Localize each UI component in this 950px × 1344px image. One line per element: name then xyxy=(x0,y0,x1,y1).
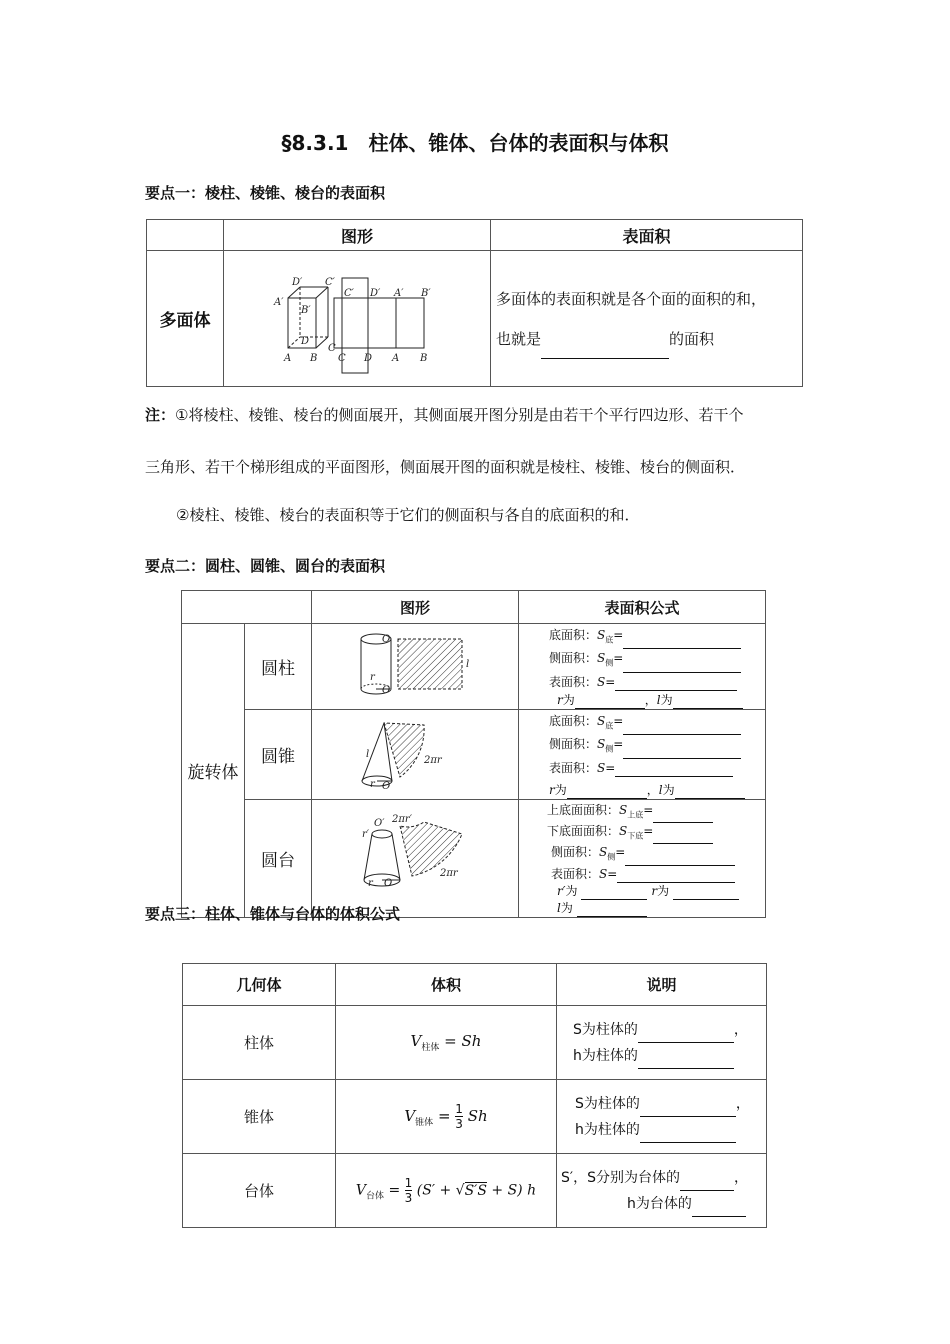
figure-header: 图形 xyxy=(224,220,491,251)
rotation-solid-label: 旋转体 xyxy=(182,624,245,918)
formula-line: 底面积：$S_底=$ xyxy=(549,712,765,735)
answer-blank[interactable] xyxy=(577,916,647,917)
answer-blank[interactable] xyxy=(673,708,743,709)
net-label: B xyxy=(310,353,318,364)
net-label: A′ xyxy=(274,297,284,308)
answer-blank[interactable] xyxy=(567,798,647,799)
fig-label: r′ xyxy=(362,829,370,841)
cone-formulas xyxy=(519,709,766,799)
net-label: A xyxy=(284,353,292,364)
frustum-label: 圆台 xyxy=(245,799,312,917)
answer-blank[interactable] xyxy=(615,776,733,777)
formula-line: 表面积：S= xyxy=(547,866,765,883)
frustum-formulas xyxy=(519,799,766,917)
fig-label: 2πr xyxy=(424,754,442,766)
section-heading-1: 要点一：棱柱、棱锥、棱台的表面积 xyxy=(145,184,386,202)
section-heading-3: 要点三：柱体、锥体与台体的体积公式 xyxy=(145,905,401,923)
note-text-1: ①将棱柱、棱锥、棱台的侧面展开，其侧面展开图分别是由若干个平行四边形、若干个 xyxy=(175,406,744,424)
formula-line: r为 ，l为 xyxy=(549,777,765,799)
desc-header: 说明 xyxy=(557,964,767,1006)
net-label: C xyxy=(328,343,336,354)
fig-label: O xyxy=(382,780,391,792)
volume-formula: $V_{台体}$ = $\frac{1}{3}$ (S′ + √S′S + S) h xyxy=(336,1154,557,1228)
section-heading-2: 要点二：圆柱、圆锥、圆台的表面积 xyxy=(145,557,386,575)
solid-name: 锥体 xyxy=(183,1080,336,1154)
fig-label: 2πr′ xyxy=(392,814,412,826)
net-label: D′ xyxy=(370,288,381,299)
answer-blank[interactable] xyxy=(673,899,739,900)
cylinder-figure xyxy=(312,624,519,710)
fig-label: 2πr xyxy=(440,868,458,880)
blank-header xyxy=(147,220,224,251)
fig-label: O xyxy=(382,634,391,646)
volume-formula: $V_{锥体}$ = $\frac{1}{3}$ Sh xyxy=(336,1080,557,1154)
solid-header: 几何体 xyxy=(183,964,336,1006)
fig-label: O xyxy=(382,685,391,697)
formula-line: l为 xyxy=(547,900,765,917)
volume-desc: S为柱体的 ， h为柱体的 xyxy=(557,1006,767,1080)
fig-label: l xyxy=(366,748,370,760)
fig-label: r xyxy=(370,778,375,790)
answer-blank[interactable] xyxy=(638,1068,734,1069)
figure-header: 图形 xyxy=(312,591,519,624)
volume-table xyxy=(182,963,767,1228)
solid-name: 台体 xyxy=(183,1154,336,1228)
volume-header: 体积 xyxy=(336,964,557,1006)
net-label: B′ xyxy=(301,305,311,316)
polyhedron-table xyxy=(146,219,803,387)
formula-line: 表面积：S= xyxy=(549,673,765,691)
formula-line: 侧面积：$S_侧=$ xyxy=(549,735,765,758)
note-line-3: ②棱柱、棱锥、棱台的表面积等于它们的侧面积与各自的底面积的和． xyxy=(176,506,640,524)
formula-line: 侧面积：$S_侧=$ xyxy=(547,844,765,865)
cylinder-label: 圆柱 xyxy=(245,624,312,710)
area-desc-line1: 多面体的表面积就是各个面的面积的和， xyxy=(496,289,767,308)
net-label: B′ xyxy=(421,288,431,299)
page-title: §8.3.1 柱体、锥体、台体的表面积与体积 xyxy=(281,131,669,155)
frustum-figure xyxy=(312,799,519,917)
fig-label: l xyxy=(466,659,470,671)
answer-blank[interactable] xyxy=(692,1216,746,1217)
cone-figure xyxy=(312,709,519,799)
net-label: A′ xyxy=(394,288,404,299)
polyhedron-label: 多面体 xyxy=(147,251,224,387)
net-label: C′ xyxy=(344,288,354,299)
net-label: D xyxy=(301,336,310,347)
formula-line: 上底面面积：$S_{上底}=$ xyxy=(547,802,765,823)
prism-net-figure xyxy=(224,251,491,387)
frustum-unfold-diagram xyxy=(312,804,518,908)
net-label: C′ xyxy=(325,277,335,288)
cylinder-formulas xyxy=(519,624,766,710)
net-label: D xyxy=(364,353,373,364)
formula-header: 表面积公式 xyxy=(519,591,766,624)
formula-line: r′为 r为 xyxy=(547,883,765,900)
answer-blank[interactable] xyxy=(675,798,745,799)
area-desc-line2 xyxy=(496,319,802,359)
fig-label: r xyxy=(368,878,373,890)
note-line-2: 三角形、若干个梯形组成的平面图形，侧面展开图的面积就是棱柱、棱锥、棱台的侧面积． xyxy=(145,458,746,476)
area-desc-suffix: 的面积 xyxy=(669,329,715,348)
formula-line: 表面积：S= xyxy=(549,759,765,777)
solid-name: 柱体 xyxy=(183,1006,336,1080)
answer-blank[interactable] xyxy=(541,358,669,359)
volume-desc: S为柱体的 ， h为柱体的 xyxy=(557,1080,767,1154)
area-header: 表面积 xyxy=(491,220,803,251)
area-desc-prefix: 也就是 xyxy=(496,329,542,348)
formula-line: 底面积：$S_底=$ xyxy=(549,626,765,649)
net-strip xyxy=(334,298,424,348)
volume-desc: S′，S分别为台体的 ， h为台体的 xyxy=(557,1154,767,1228)
fig-label: r xyxy=(370,672,375,684)
formula-line: r为 ，l为 xyxy=(549,691,765,709)
rotation-solid-table xyxy=(181,590,766,918)
answer-blank[interactable] xyxy=(640,1142,736,1143)
fig-label: O′ xyxy=(374,818,385,830)
cylinder-unfold-diagram xyxy=(312,627,518,701)
note-line-1 xyxy=(145,405,743,425)
fig-label: O xyxy=(384,878,393,890)
volume-formula: $V_{柱体} = Sh$ xyxy=(336,1006,557,1080)
net-label: A xyxy=(392,353,400,364)
formula-line: 下底面面积：$S_{下底}=$ xyxy=(547,823,765,844)
answer-blank[interactable] xyxy=(575,708,645,709)
cone-unfold-diagram xyxy=(312,713,518,792)
net-label: B xyxy=(420,353,428,364)
net-label: D′ xyxy=(292,277,303,288)
area-description xyxy=(491,251,803,387)
prism-net-diagram xyxy=(224,251,490,382)
note-prefix: 注： xyxy=(145,406,176,424)
formula-line: 侧面积：$S_侧=$ xyxy=(549,649,765,672)
blank-header xyxy=(182,591,312,624)
net-label: C xyxy=(338,353,346,364)
cone-label: 圆锥 xyxy=(245,709,312,799)
